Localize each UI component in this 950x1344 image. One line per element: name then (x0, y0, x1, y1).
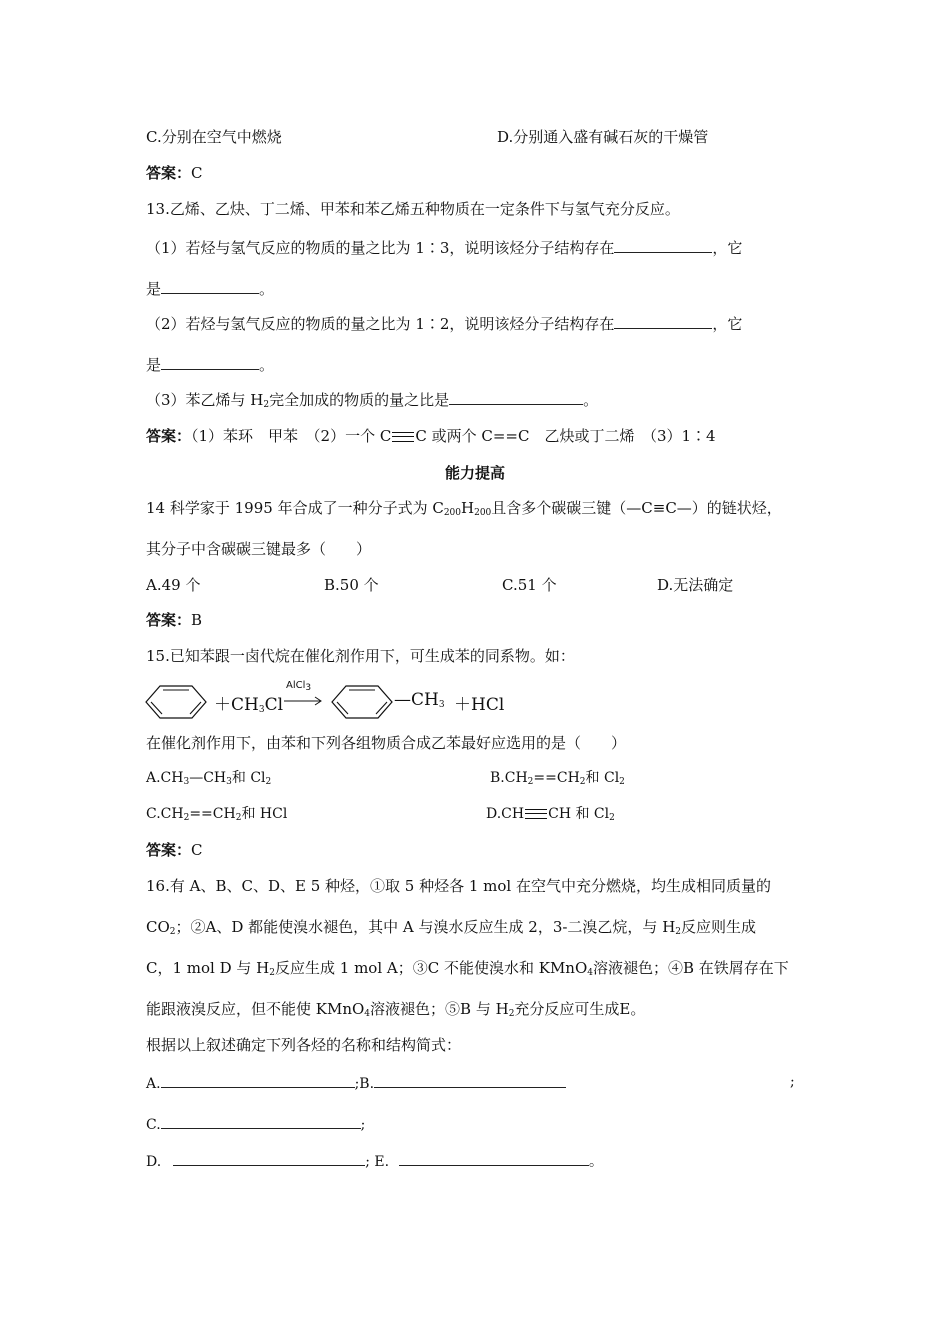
catalyst-text: AlCl (286, 680, 306, 691)
q14-option-d (657, 575, 733, 595)
subscript: 2 (263, 400, 270, 410)
q16-text: 充分反应可生成E。 (514, 1000, 646, 1018)
q13-p1-tail: ，它 (712, 239, 743, 257)
subscript: 2 (579, 777, 586, 787)
q16-text: 反应则生成 (681, 918, 757, 936)
q13-p2-lead: 是 (146, 356, 162, 374)
q16-text: 反应生成 1 mol A；③C 不能使溴水和 KMnO (275, 959, 588, 977)
answer-c-label: C. (146, 1117, 161, 1133)
answer-d-label: D. (146, 1154, 162, 1170)
answer-b-label: ;B. (354, 1076, 375, 1092)
q13-p2-text: （2）若烃与氢气反应的物质的量之比为 1∶2，说明该烃分子结构存在 (146, 315, 615, 333)
product-text: —CH (394, 690, 439, 710)
q13-stem (146, 199, 680, 219)
q12-option-c (146, 127, 282, 147)
q15-option-b (490, 768, 625, 788)
q14-text: 且含多个碳碳三键（—C≡C—）的链状烃， (491, 499, 782, 517)
fill-blank[interactable] (614, 313, 712, 329)
q16-text: 溶液褪色；④B 在铁屑存在下 (593, 959, 789, 977)
answer-a-label: A. (146, 1076, 161, 1092)
subscript: 3 (183, 777, 190, 787)
q16-prompt-text: 根据以上叙述确定下列各烃的名称和结构简式： (146, 1036, 462, 1054)
q16-line4 (146, 999, 645, 1019)
fill-blank[interactable] (614, 237, 712, 253)
answer-a-blank[interactable] (161, 1072, 355, 1088)
q13-p1-end: 。 (259, 280, 275, 298)
q14-option-c-text: C.51 个 (502, 576, 557, 594)
reagent-text: ＋CH (214, 695, 259, 715)
q15-option-a (146, 768, 271, 788)
q14-answer (146, 610, 202, 630)
subscript: 200 (474, 508, 492, 518)
option-text: C.CH (146, 806, 184, 822)
q13-p2-end: 。 (259, 356, 275, 374)
byproduct: ＋HCl (454, 695, 505, 715)
answer-label: 答案： (146, 841, 192, 859)
q16-answer-c (146, 1113, 365, 1135)
q13-stem-text: 13.乙烯、乙炔、丁二烯、甲苯和苯乙烯五种物质在一定条件下与氢气充分反应。 (146, 200, 680, 218)
answer-label: 答案： (146, 164, 192, 182)
q16-text: CO (146, 918, 170, 936)
q14-option-a (146, 575, 200, 595)
q14-option-b-text: B.50 个 (324, 576, 379, 594)
fill-blank[interactable] (161, 354, 259, 370)
subscript: 4 (364, 1009, 371, 1019)
catalyst-label (286, 680, 311, 691)
option-text: 和 Cl (231, 770, 266, 786)
option-text: D.CH (486, 806, 525, 822)
q16-line1 (146, 876, 771, 896)
subscript: 2 (169, 927, 176, 937)
answer-b-blank[interactable] (374, 1072, 566, 1088)
subscript: 3 (258, 705, 265, 715)
option-text: A.CH (146, 770, 184, 786)
q13-p2-tail: ，它 (712, 315, 743, 333)
answer-c-blank[interactable] (161, 1113, 361, 1129)
subscript: 2 (619, 777, 625, 787)
q16-line3 (146, 958, 789, 978)
reaction-arrow-icon (284, 696, 324, 706)
q13-p3-end: 。 (583, 391, 599, 409)
q16-text: 16.有 A、B、C、D、E 5 种烃，①取 5 种烃各 1 mol 在空气中充分燃烧，均生成相同质量的 (146, 877, 771, 895)
q12-option-d-text: D.分别通入盛有碱石灰的干燥管 (497, 128, 709, 146)
q15-question (146, 733, 626, 753)
q14-option-a-text: A.49 个 (146, 576, 201, 594)
subscript: 3 (305, 683, 312, 693)
answer-c-end: ; (360, 1117, 366, 1133)
q16-text: C，1 mol D 与 H (146, 959, 270, 977)
subscript: 2 (235, 813, 242, 823)
q16-answer-d-e (146, 1150, 603, 1172)
q13-p3-text2: 完全加成的物质的量之比是 (269, 391, 450, 409)
q14-text: H (461, 499, 475, 517)
answer-text: （1）苯环 甲苯 （2）一个 C (191, 427, 392, 445)
subscript: 2 (675, 927, 682, 937)
q13-p1-lead: 是 (146, 280, 162, 298)
subscript: 4 (587, 968, 594, 978)
q13-p3-text: （3）苯乙烯与 H (146, 391, 264, 409)
answer-e-blank[interactable] (399, 1150, 589, 1166)
q15-answer (146, 840, 203, 860)
q16-text: 溶液褪色；⑤B 与 H (370, 1000, 509, 1018)
subscript: 2 (265, 777, 272, 787)
answer-label: 答案： (146, 427, 192, 445)
option-text: CH 和 Cl (548, 806, 610, 822)
q13-p1-text: （1）若烃与氢气反应的物质的量之比为 1∶3，说明该烃分子结构存在 (146, 239, 615, 257)
q15-stem (146, 646, 575, 666)
subscript: 2 (269, 968, 275, 978)
reagent-text-2: Cl (264, 695, 284, 715)
q14-stem (146, 498, 782, 518)
q13-part1 (146, 237, 742, 258)
section-title: 能力提高 (444, 464, 505, 482)
option-text: ==CH (189, 806, 236, 822)
q12-answer (146, 163, 203, 183)
option-text: —CH (189, 770, 227, 786)
reaction-equation (144, 678, 544, 724)
option-text: 和 Cl (585, 770, 620, 786)
q15-stem-text: 15.已知苯跟一卤代烷在催化剂作用下，可生成苯的同系物。如： (146, 647, 575, 665)
q14-stem-line2 (146, 539, 371, 559)
answer-text-2: C 或两个 C==C 乙炔或丁二烯 （3）1∶4 (415, 427, 716, 445)
subscript: 2 (609, 813, 615, 823)
reagent (214, 690, 283, 715)
q14-option-b (324, 575, 379, 595)
q13-part2-line2 (146, 354, 274, 375)
q14-option-c (502, 575, 557, 595)
q14-option-d-text: D.无法确定 (657, 576, 734, 594)
q12-option-c-text: C.分别在空气中燃烧 (146, 128, 282, 146)
answer-e-end: 。 (589, 1154, 604, 1170)
q16-prompt (146, 1035, 461, 1055)
q16-answer-a-b (146, 1072, 566, 1094)
product-group (394, 690, 445, 710)
q16-text: ；②A、D 都能使溴水褪色，其中 A 与溴水反应生成 2，3-二溴乙烷，与 H (175, 918, 676, 936)
q15-option-d (486, 804, 615, 824)
q12-option-d (497, 127, 708, 147)
q16-b-end: ; (790, 1074, 795, 1090)
q14-text: 14 科学家于 1995 年合成了一种分子式为 C (146, 499, 444, 517)
q13-part1-line2 (146, 278, 274, 299)
answer-value: C (191, 164, 203, 182)
triple-bond-symbol (525, 809, 547, 819)
answer-d-blank[interactable] (173, 1150, 365, 1166)
subscript: 2 (508, 1009, 515, 1019)
q16-line2 (146, 917, 756, 937)
option-text: B.CH (490, 770, 528, 786)
option-text: ==CH (533, 770, 580, 786)
answer-value: B (191, 611, 203, 629)
q15-question-text: 在催化剂作用下，由苯和下列各组物质合成乙苯最好应选用的是（ ） (146, 734, 627, 752)
q14-text: 其分子中含碳碳三键最多（ ） (146, 540, 372, 558)
q15-option-c (146, 804, 287, 824)
subscript: 2 (527, 777, 534, 787)
q13-part3 (146, 389, 598, 410)
fill-blank[interactable] (449, 389, 583, 405)
subscript: 3 (226, 777, 232, 787)
answer-label: 答案： (146, 611, 192, 629)
q13-answer (146, 426, 716, 446)
subscript: 3 (438, 700, 445, 710)
q16-text: 能跟液溴反应，但不能使 KMnO (146, 1000, 365, 1018)
fill-blank[interactable] (161, 278, 259, 294)
option-text: 和 HCl (241, 806, 288, 822)
benzene-ring-icon (330, 682, 394, 722)
answer-e-label: ; E. (365, 1154, 390, 1170)
benzene-ring-icon (144, 682, 208, 722)
subscript: 2 (183, 813, 190, 823)
triple-bond-symbol (392, 432, 414, 442)
q13-part2 (146, 313, 742, 334)
answer-value: C (191, 841, 203, 859)
subscript: 200 (443, 508, 461, 518)
